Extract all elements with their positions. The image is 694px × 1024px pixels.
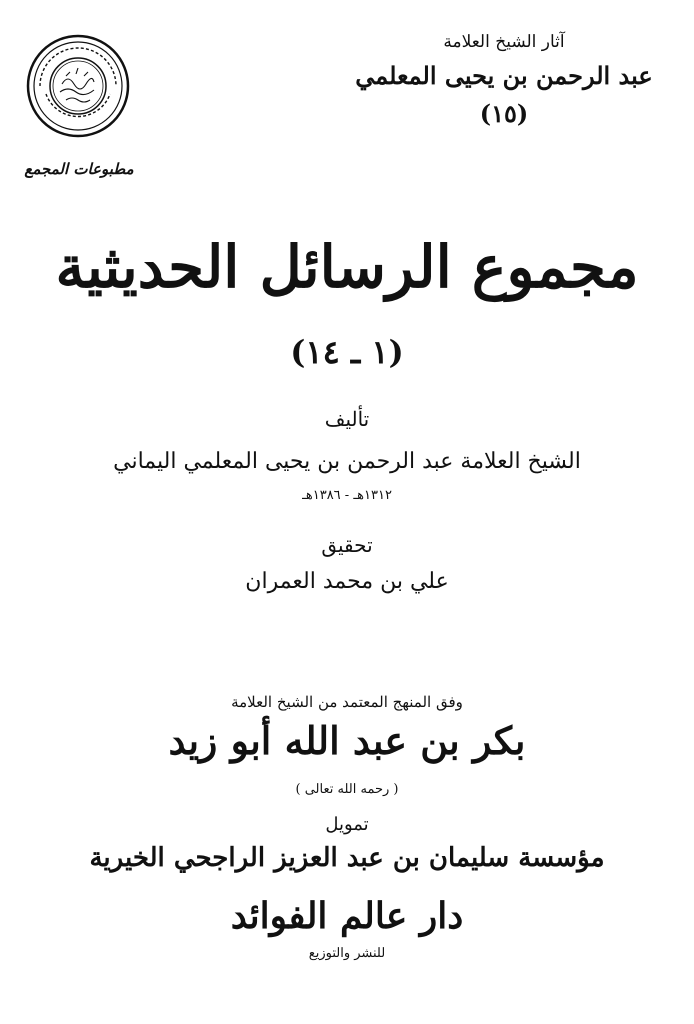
seal-caption: مطبوعات المجمع — [24, 160, 134, 178]
series-header — [354, 28, 654, 132]
academy-seal-icon — [26, 34, 130, 138]
approver-name: بكر بن عبد الله أبو زيد — [168, 718, 526, 763]
book-range: (١ ـ ١٤) — [290, 333, 404, 371]
funding-label: تمويل — [325, 814, 369, 835]
funding-foundation: مؤسسة سليمان بن عبد العزيز الراجحي الخيرية — [89, 843, 605, 873]
author-full-name: الشيخ العلامة عبد الرحمن بن يحيى المعلمي اليماني — [113, 449, 581, 474]
series-label: آثار الشيخ العلامة — [443, 32, 565, 52]
publisher-tagline: للنشر والتوزيع — [308, 946, 386, 961]
author-dates: ١٣١٢هـ - ١٣٨٦هـ — [302, 488, 392, 503]
book-title: مجموع الرسائل الحديثية — [55, 233, 639, 301]
editor-name: علي بن محمد العمران — [245, 569, 449, 594]
approver-honorific: ( رحمه الله تعالى ) — [295, 782, 399, 797]
volume-number: (١٥) — [479, 99, 529, 128]
approval-line: وفق المنهج المعتمد من الشيخ العلامة — [231, 693, 463, 711]
publisher-name: دار عالم الفوائد — [230, 895, 464, 937]
editing-label: تحقيق — [321, 533, 373, 557]
series-author: عبد الرحمن بن يحيى المعلمي — [355, 61, 653, 90]
authorship-label: تأليف — [324, 407, 370, 431]
